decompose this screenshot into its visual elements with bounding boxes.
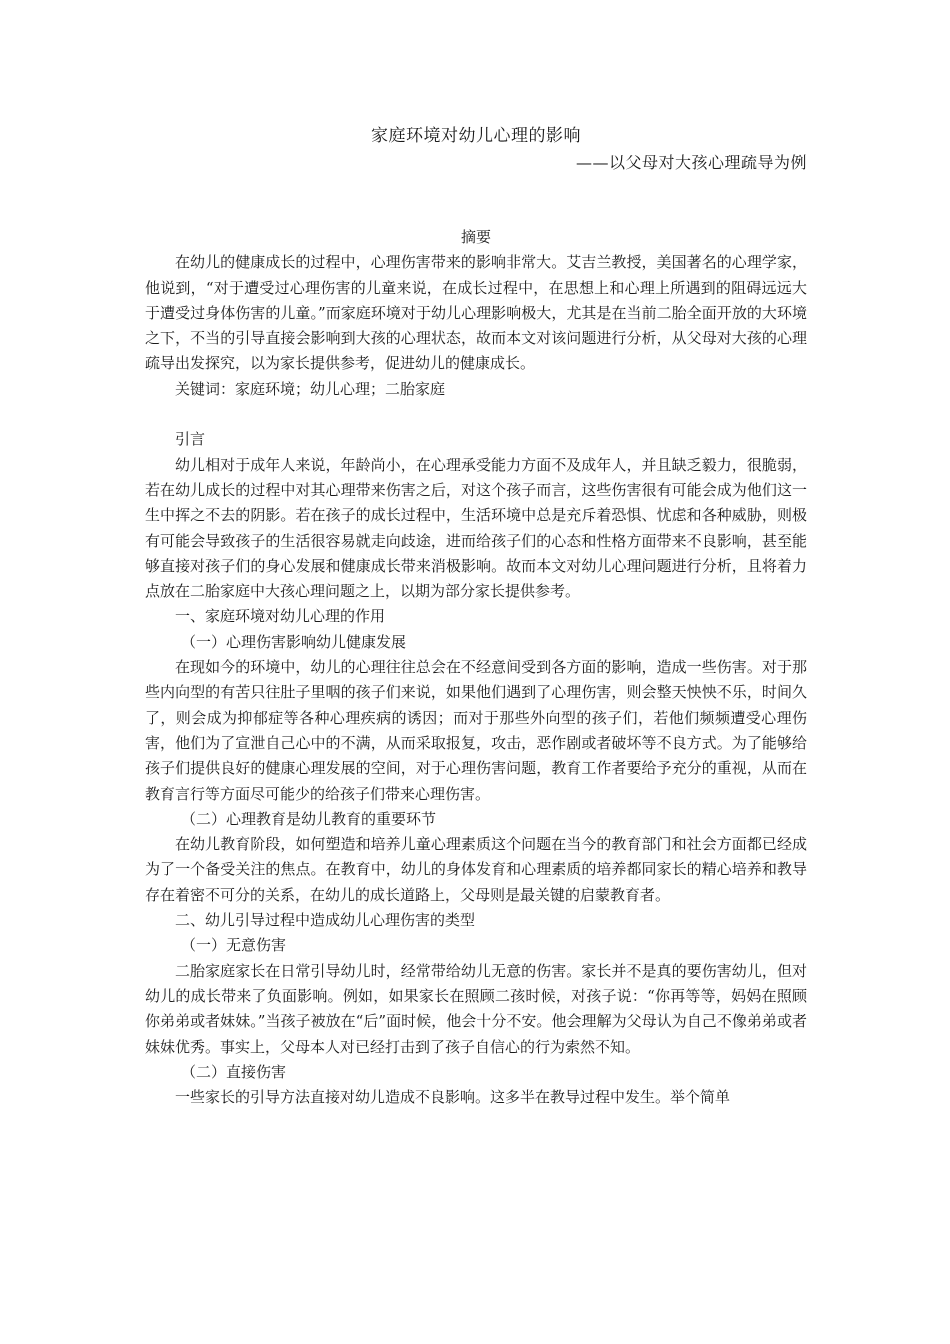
abstract-paragraph: 在幼儿的健康成长的过程中，心理伤害带来的影响非常大。艾吉兰教授，美国著名的心理学家，他说到，“对于遭受过心理伤害的儿童来说，在成长过程中，在思想上和心理上所遇到的阻碍远远大于遭受过身体伤害的儿童。”而家庭环境对于幼儿心理影响极大，尤其是在当前二胎全面开放的大环境之下，不当的引导直接会影响到大孩的心理状态，故而本文对该问题进行分析，从父母对大孩的心理疏导出发探究，以为家长提供参考，促进幼儿的健康成长。	[145, 253, 807, 373]
section-1-1-heading: （一）心理伤害影响幼儿健康发展	[181, 632, 407, 651]
section-2-1-paragraph: 二胎家庭家长在日常引导幼儿时，经常带给幼儿无意的伤害。家长并不是真的要伤害幼儿，但对幼儿的成长带来了负面影响。例如，如果家长在照顾二孩时候，对孩子说：“你再等等，妈妈在照顾你弟弟或者妹妹。”当孩子被放在“后”面时候，他会十分不安。他会理解为父母认为自己不像弟弟或者妹妹优秀。事实上，父母本人对已经打击到了孩子自信心的行为索然不知。	[145, 961, 807, 1056]
section-2-2-paragraph: 一些家长的引导方法直接对幼儿造成不良影响。这多半在教导过程中发生。举个简单	[175, 1088, 731, 1107]
document-body	[145, 225, 807, 1110]
intro-paragraph: 幼儿相对于成年人来说，年龄尚小，在心理承受能力方面不及成年人，并且缺乏毅力，很脆弱，若在幼儿成长的过程中对其心理带来伤害之后，对这个孩子而言，这些伤害很有可能会成为他们这一生中挥之不去的阴影。若在孩子的成长过程中，生活环境中总是充斥着恐惧、忧虑和各种威胁，则极有可能会导致孩子的生活很容易就走向歧途，进而给孩子们的心态和性格方面带来不良影响，甚至能够直接对孩子们的身心发展和健康成长带来消极影响。故而本文对幼儿心理问题进行分析，且将着力点放在二胎家庭中大孩心理问题之上，以期为部分家长提供参考。	[145, 455, 807, 601]
keywords-line: 关键词：家庭环境；幼儿心理；二胎家庭	[175, 379, 446, 398]
section-2-1-heading: （一）无意伤害	[181, 936, 287, 955]
section-1-heading: 一、家庭环境对幼儿心理的作用	[175, 607, 386, 626]
abstract-heading: 摘要	[460, 228, 491, 246]
section-2-2-heading: （二）直接伤害	[181, 1062, 287, 1081]
blank-line	[145, 402, 807, 427]
section-1-1-paragraph: 在现如今的环境中，幼儿的心理往往总会在不经意间受到各方面的影响，造成一些伤害。对于那些内向型的有苦只往肚子里咽的孩子们来说，如果他们遇到了心理伤害，则会整天怏怏不乐，时间久了，则会成为抑郁症等各种心理疾病的诱因；而对于那些外向型的孩子们，若他们频频遭受心理伤害，他们为了宣泄自己心中的不满，从而采取报复，攻击，恶作剧或者破坏等不良方式。为了能够给孩子们提供良好的健康心理发展的空间，对于心理伤害问题，教育工作者要给予充分的重视，从而在教育言行等方面尽可能少的给孩子们带来心理伤害。	[145, 658, 807, 803]
section-2-heading: 二、幼儿引导过程中造成幼儿心理伤害的类型	[175, 911, 476, 930]
document-title: 家庭环境对幼儿心理的影响	[371, 126, 581, 146]
document-subtitle: ——以父母对大孩心理疏导为例	[575, 153, 807, 172]
section-1-2-paragraph: 在幼儿教育阶段，如何塑造和培养儿童心理素质这个问题在当今的教育部门和社会方面都已经成为了一个备受关注的焦点。在教育中，幼儿的身体发育和心理素质的培养都同家长的精心培养和教导存在着密不可分的关系，在幼儿的成长道路上，父母则是最关键的启蒙教育者。	[145, 835, 807, 904]
section-1-2-heading: （二）心理教育是幼儿教育的重要环节	[181, 809, 437, 828]
intro-heading: 引言	[175, 430, 206, 449]
